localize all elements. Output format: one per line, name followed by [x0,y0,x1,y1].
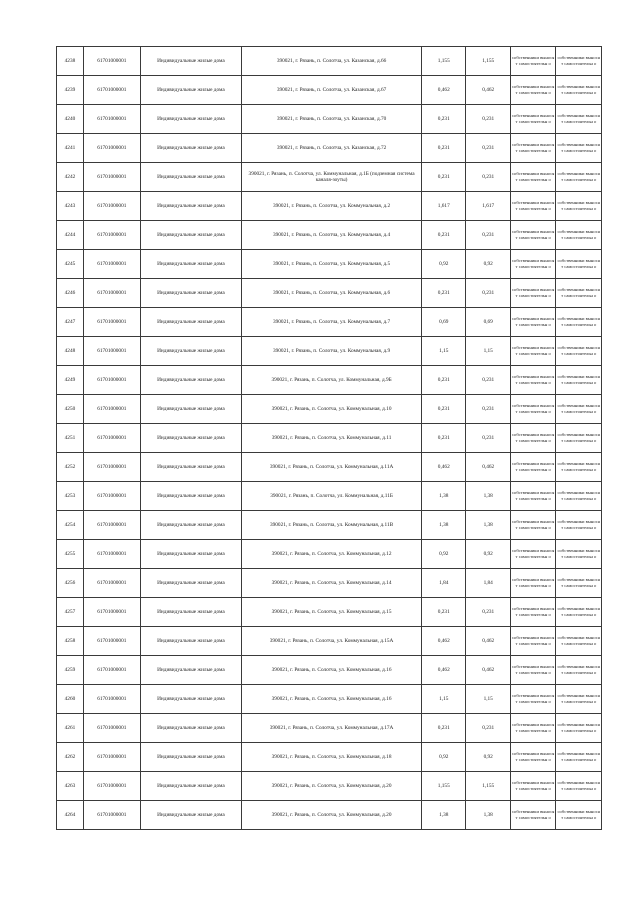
row-number-cell: 4261 [57,714,84,743]
row-number-cell: 4247 [57,308,84,337]
removal-method-2-cell: собственники выносят самостоятельн о [556,221,602,250]
object-type-cell: Индивидуальные жилые дома [140,801,241,830]
removal-method-cell: собственники выносят самостоятельн о [510,134,556,163]
oktmo-code-cell: 61701000001 [83,540,140,569]
row-number-cell: 4259 [57,656,84,685]
object-type-cell: Индивидуальные жилые дома [140,192,241,221]
volume-value-2-cell: 1,38 [466,801,510,830]
oktmo-code-cell: 61701000001 [83,395,140,424]
row-number-cell: 4252 [57,453,84,482]
removal-method-cell: собственники выносят самостоятельн о [510,395,556,424]
object-type-cell: Индивидуальные жилые дома [140,134,241,163]
address-cell: 390021, г. Рязань, п. Солотча, ул. Коммунальная, д.11А [242,453,422,482]
removal-method-cell: собственники выносят самостоятельн о [510,221,556,250]
row-number-cell: 4264 [57,801,84,830]
object-type-cell: Индивидуальные жилые дома [140,308,241,337]
volume-value-cell: 0,231 [422,105,466,134]
removal-method-cell: собственники выносят самостоятельн о [510,453,556,482]
address-cell: 390021, г. Рязань, п. Солотча, ул. Коммунальная, д.20 [242,772,422,801]
removal-method-2-cell: собственники выносят самостоятельн о [556,337,602,366]
object-type-cell: Индивидуальные жилые дома [140,656,241,685]
table-row [57,482,602,511]
address-cell: 390021, г. Рязань, п. Солотча, ул. Коммунальная, д.14 [242,569,422,598]
address-cell: 390021, г. Рязань, п. Солотча, ул. Коммунальная, д.15 [242,598,422,627]
oktmo-code-cell: 61701000001 [83,772,140,801]
removal-method-cell: собственники выносят самостоятельн о [510,511,556,540]
table-row [57,192,602,221]
removal-method-2-cell: собственники выносят самостоятельн о [556,308,602,337]
removal-method-2-cell: собственники выносят самостоятельн о [556,569,602,598]
removal-method-cell: собственники выносят самостоятельн о [510,308,556,337]
address-cell: 390021, г. Рязань, п. Солотча, ул. Коммунальная, д.9Б [242,366,422,395]
table-row [57,801,602,830]
volume-value-cell: 0,231 [422,221,466,250]
row-number-cell: 4258 [57,627,84,656]
volume-value-2-cell: 0,231 [466,221,510,250]
removal-method-cell: собственники выносят самостоятельн о [510,105,556,134]
oktmo-code-cell: 61701000001 [83,279,140,308]
volume-value-2-cell: 0,462 [466,453,510,482]
removal-method-2-cell: собственники выносят самостоятельн о [556,366,602,395]
object-type-cell: Индивидуальные жилые дома [140,105,241,134]
oktmo-code-cell: 61701000001 [83,163,140,192]
removal-method-cell: собственники выносят самостоятельн о [510,424,556,453]
address-cell: 390021, г. Рязань, п. Солотча, ул. Коммунальная, д.9 [242,337,422,366]
table-row [57,76,602,105]
removal-method-cell: собственники выносят самостоятельн о [510,540,556,569]
volume-value-cell: 0,231 [422,714,466,743]
address-cell: 390021, г. Рязань, п. Солотча, ул. Коммунальная, д.18 [242,743,422,772]
oktmo-code-cell: 61701000001 [83,714,140,743]
table-row [57,366,602,395]
address-cell: 390021, г. Рязань, п. Солотча, ул. Коммунальная, д.11Б [242,482,422,511]
object-type-cell: Индивидуальные жилые дома [140,772,241,801]
removal-method-cell: собственники выносят самостоятельн о [510,656,556,685]
volume-value-2-cell: 1,15 [466,685,510,714]
row-number-cell: 4239 [57,76,84,105]
volume-value-2-cell: 0,231 [466,134,510,163]
volume-value-cell: 0,92 [422,250,466,279]
object-type-cell: Индивидуальные жилые дома [140,366,241,395]
volume-value-2-cell: 0,92 [466,743,510,772]
volume-value-cell: 1,155 [422,772,466,801]
row-number-cell: 4238 [57,47,84,76]
row-number-cell: 4257 [57,598,84,627]
volume-value-cell: 0,462 [422,627,466,656]
removal-method-cell: собственники выносят самостоятельн о [510,772,556,801]
address-cell: 390021, г. Рязань, п. Солотча, ул. Коммунальная, д.2 [242,192,422,221]
removal-method-cell: собственники выносят самостоятельн о [510,250,556,279]
object-type-cell: Индивидуальные жилые дома [140,685,241,714]
volume-value-cell: 1,15 [422,685,466,714]
row-number-cell: 4240 [57,105,84,134]
removal-method-2-cell: собственники выносят самостоятельн о [556,685,602,714]
removal-method-2-cell: собственники выносят самостоятельн о [556,482,602,511]
address-cell: 390021, г. Рязань, п. Солотча, ул. Коммунальная, д.11 [242,424,422,453]
registry-table-body [57,47,602,830]
table-row [57,395,602,424]
oktmo-code-cell: 61701000001 [83,424,140,453]
row-number-cell: 4249 [57,366,84,395]
oktmo-code-cell: 61701000001 [83,598,140,627]
removal-method-2-cell: собственники выносят самостоятельн о [556,743,602,772]
oktmo-code-cell: 61701000001 [83,511,140,540]
volume-value-cell: 0,92 [422,743,466,772]
oktmo-code-cell: 61701000001 [83,627,140,656]
volume-value-cell: 1,38 [422,801,466,830]
row-number-cell: 4263 [57,772,84,801]
address-cell: 390021, г. Рязань, п. Солотча, ул. Коммунальная, д.15А [242,627,422,656]
removal-method-2-cell: собственники выносят самостоятельн о [556,801,602,830]
table-row [57,685,602,714]
object-type-cell: Индивидуальные жилые дома [140,163,241,192]
object-type-cell: Индивидуальные жилые дома [140,453,241,482]
volume-value-cell: 1,38 [422,482,466,511]
table-row [57,453,602,482]
row-number-cell: 4246 [57,279,84,308]
oktmo-code-cell: 61701000001 [83,47,140,76]
oktmo-code-cell: 61701000001 [83,453,140,482]
removal-method-2-cell: собственники выносят самостоятельн о [556,192,602,221]
volume-value-2-cell: 1,155 [466,47,510,76]
volume-value-2-cell: 0,69 [466,308,510,337]
address-cell: 390021, г. Рязань, п. Солотча, ул. Коммунальная, д.12 [242,540,422,569]
oktmo-code-cell: 61701000001 [83,192,140,221]
object-type-cell: Индивидуальные жилые дома [140,250,241,279]
removal-method-2-cell: собственники выносят самостоятельн о [556,656,602,685]
address-cell: 390021, г. Рязань, п. Солотча, ул. Коммунальная, д.16 [242,685,422,714]
volume-value-2-cell: 0,462 [466,627,510,656]
table-row [57,279,602,308]
row-number-cell: 4262 [57,743,84,772]
volume-value-cell: 0,69 [422,308,466,337]
table-row [57,337,602,366]
object-type-cell: Индивидуальные жилые дома [140,714,241,743]
row-number-cell: 4260 [57,685,84,714]
removal-method-cell: собственники выносят самостоятельн о [510,598,556,627]
oktmo-code-cell: 61701000001 [83,308,140,337]
table-row [57,627,602,656]
row-number-cell: 4248 [57,337,84,366]
table-row [57,221,602,250]
removal-method-2-cell: собственники выносят самостоятельн о [556,76,602,105]
table-row [57,163,602,192]
table-row [57,743,602,772]
removal-method-2-cell: собственники выносят самостоятельн о [556,163,602,192]
table-row [57,424,602,453]
object-type-cell: Индивидуальные жилые дома [140,482,241,511]
object-type-cell: Индивидуальные жилые дома [140,627,241,656]
address-cell: 390021, г. Рязань, п. Солотча, ул. Казанская, д.70 [242,105,422,134]
object-type-cell: Индивидуальные жилые дома [140,743,241,772]
object-type-cell: Индивидуальные жилые дома [140,598,241,627]
removal-method-cell: собственники выносят самостоятельн о [510,685,556,714]
address-cell: 390021, г. Рязань, п. Солотча, ул. Казанская, д.72 [242,134,422,163]
volume-value-2-cell: 1,155 [466,772,510,801]
table-row [57,47,602,76]
volume-value-cell: 0,231 [422,598,466,627]
volume-value-cell: 0,231 [422,424,466,453]
removal-method-2-cell: собственники выносят самостоятельн о [556,598,602,627]
table-row [57,511,602,540]
volume-value-cell: 0,462 [422,76,466,105]
object-type-cell: Индивидуальные жилые дома [140,511,241,540]
volume-value-2-cell: 0,462 [466,76,510,105]
row-number-cell: 4255 [57,540,84,569]
removal-method-2-cell: собственники выносят самостоятельн о [556,627,602,656]
object-type-cell: Индивидуальные жилые дома [140,569,241,598]
removal-method-2-cell: собственники выносят самостоятельн о [556,105,602,134]
volume-value-cell: 1,617 [422,192,466,221]
object-type-cell: Индивидуальные жилые дома [140,221,241,250]
volume-value-2-cell: 0,231 [466,424,510,453]
object-type-cell: Индивидуальные жилые дома [140,540,241,569]
address-cell: 390021, г. Рязань, п. Солотча, ул. Коммунальная, д.5 [242,250,422,279]
object-type-cell: Индивидуальные жилые дома [140,76,241,105]
object-type-cell: Индивидуальные жилые дома [140,395,241,424]
row-number-cell: 4254 [57,511,84,540]
table-row [57,714,602,743]
address-cell: 390021, г. Рязань, п. Солотча, ул. Коммунальная, д.10 [242,395,422,424]
volume-value-2-cell: 0,231 [466,395,510,424]
volume-value-cell: 0,92 [422,540,466,569]
address-cell: 390021, г. Рязань, п. Солотча, ул. Коммунальная, д.11В [242,511,422,540]
address-cell: 390021, г. Рязань, п. Солотча, ул. Коммунальная, д.20 [242,801,422,830]
removal-method-2-cell: собственники выносят самостоятельн о [556,424,602,453]
removal-method-cell: собственники выносят самостоятельн о [510,801,556,830]
volume-value-2-cell: 1,15 [466,337,510,366]
row-number-cell: 4256 [57,569,84,598]
volume-value-2-cell: 0,231 [466,163,510,192]
removal-method-2-cell: собственники выносят самостоятельн о [556,279,602,308]
volume-value-2-cell: 0,231 [466,714,510,743]
row-number-cell: 4242 [57,163,84,192]
table-row [57,540,602,569]
volume-value-2-cell: 0,92 [466,250,510,279]
table-row [57,772,602,801]
volume-value-cell: 0,462 [422,656,466,685]
address-cell: 390021, г. Рязань, п. Солотча, ул. Казанская, д.66 [242,47,422,76]
table-row [57,105,602,134]
oktmo-code-cell: 61701000001 [83,366,140,395]
removal-method-2-cell: собственники выносят самостоятельн о [556,47,602,76]
address-cell: 390021, г. Рязань, п. Солотча, ул. Коммунальная, д.1Б (подземная система каналя-зоуты) [242,163,422,192]
volume-value-cell: 1,15 [422,337,466,366]
oktmo-code-cell: 61701000001 [83,801,140,830]
volume-value-cell: 0,231 [422,163,466,192]
address-cell: 390021, г. Рязань, п. Солотча, ул. Коммунальная, д.7 [242,308,422,337]
removal-method-2-cell: собственники выносят самостоятельн о [556,772,602,801]
removal-method-cell: собственники выносят самостоятельн о [510,163,556,192]
volume-value-cell: 0,231 [422,395,466,424]
oktmo-code-cell: 61701000001 [83,250,140,279]
address-cell: 390021, г. Рязань, п. Солотча, ул. Коммунальная, д.16 [242,656,422,685]
oktmo-code-cell: 61701000001 [83,221,140,250]
table-row [57,134,602,163]
table-row [57,569,602,598]
removal-method-2-cell: собственники выносят самостоятельн о [556,453,602,482]
removal-method-2-cell: собственники выносят самостоятельн о [556,714,602,743]
volume-value-cell: 1,84 [422,569,466,598]
row-number-cell: 4251 [57,424,84,453]
removal-method-2-cell: собственники выносят самостоятельн о [556,250,602,279]
volume-value-cell: 1,155 [422,47,466,76]
object-type-cell: Индивидуальные жилые дома [140,47,241,76]
volume-value-2-cell: 1,84 [466,569,510,598]
removal-method-cell: собственники выносят самостоятельн о [510,482,556,511]
volume-value-cell: 0,231 [422,366,466,395]
oktmo-code-cell: 61701000001 [83,685,140,714]
volume-value-cell: 1,38 [422,511,466,540]
oktmo-code-cell: 61701000001 [83,743,140,772]
removal-method-2-cell: собственники выносят самостоятельн о [556,511,602,540]
removal-method-cell: собственники выносят самостоятельн о [510,337,556,366]
row-number-cell: 4241 [57,134,84,163]
volume-value-2-cell: 0,231 [466,105,510,134]
oktmo-code-cell: 61701000001 [83,105,140,134]
registry-table [56,46,602,830]
oktmo-code-cell: 61701000001 [83,569,140,598]
table-row [57,308,602,337]
volume-value-2-cell: 0,92 [466,540,510,569]
volume-value-2-cell: 0,231 [466,279,510,308]
removal-method-cell: собственники выносят самостоятельн о [510,279,556,308]
table-row [57,598,602,627]
table-row [57,250,602,279]
row-number-cell: 4253 [57,482,84,511]
oktmo-code-cell: 61701000001 [83,482,140,511]
removal-method-cell: собственники выносят самостоятельн о [510,569,556,598]
oktmo-code-cell: 61701000001 [83,656,140,685]
table-row [57,656,602,685]
oktmo-code-cell: 61701000001 [83,76,140,105]
row-number-cell: 4243 [57,192,84,221]
address-cell: 390021, г. Рязань, п. Солотча, ул. Казанская, д.67 [242,76,422,105]
removal-method-2-cell: собственники выносят самостоятельн о [556,134,602,163]
row-number-cell: 4244 [57,221,84,250]
removal-method-2-cell: собственники выносят самостоятельн о [556,540,602,569]
removal-method-cell: собственники выносят самостоятельн о [510,76,556,105]
object-type-cell: Индивидуальные жилые дома [140,337,241,366]
removal-method-cell: собственники выносят самостоятельн о [510,366,556,395]
address-cell: 390021, г. Рязань, п. Солотча, ул. Коммунальная, д.17А [242,714,422,743]
volume-value-cell: 0,231 [422,134,466,163]
volume-value-2-cell: 1,617 [466,192,510,221]
removal-method-cell: собственники выносят самостоятельн о [510,714,556,743]
row-number-cell: 4245 [57,250,84,279]
volume-value-2-cell: 0,231 [466,366,510,395]
row-number-cell: 4250 [57,395,84,424]
volume-value-cell: 0,231 [422,279,466,308]
removal-method-cell: собственники выносят самостоятельн о [510,627,556,656]
address-cell: 390021, г. Рязань, п. Солотча, ул. Коммунальная, д.6 [242,279,422,308]
object-type-cell: Индивидуальные жилые дома [140,279,241,308]
volume-value-2-cell: 1,38 [466,482,510,511]
volume-value-2-cell: 1,38 [466,511,510,540]
volume-value-2-cell: 0,462 [466,656,510,685]
object-type-cell: Индивидуальные жилые дома [140,424,241,453]
volume-value-2-cell: 0,231 [466,598,510,627]
oktmo-code-cell: 61701000001 [83,337,140,366]
address-cell: 390021, г. Рязань, п. Солотча, ул. Коммунальная, д.4 [242,221,422,250]
volume-value-cell: 0,462 [422,453,466,482]
removal-method-cell: собственники выносят самостоятельн о [510,47,556,76]
removal-method-cell: собственники выносят самостоятельн о [510,743,556,772]
removal-method-cell: собственники выносят самостоятельн о [510,192,556,221]
oktmo-code-cell: 61701000001 [83,134,140,163]
removal-method-2-cell: собственники выносят самостоятельн о [556,395,602,424]
